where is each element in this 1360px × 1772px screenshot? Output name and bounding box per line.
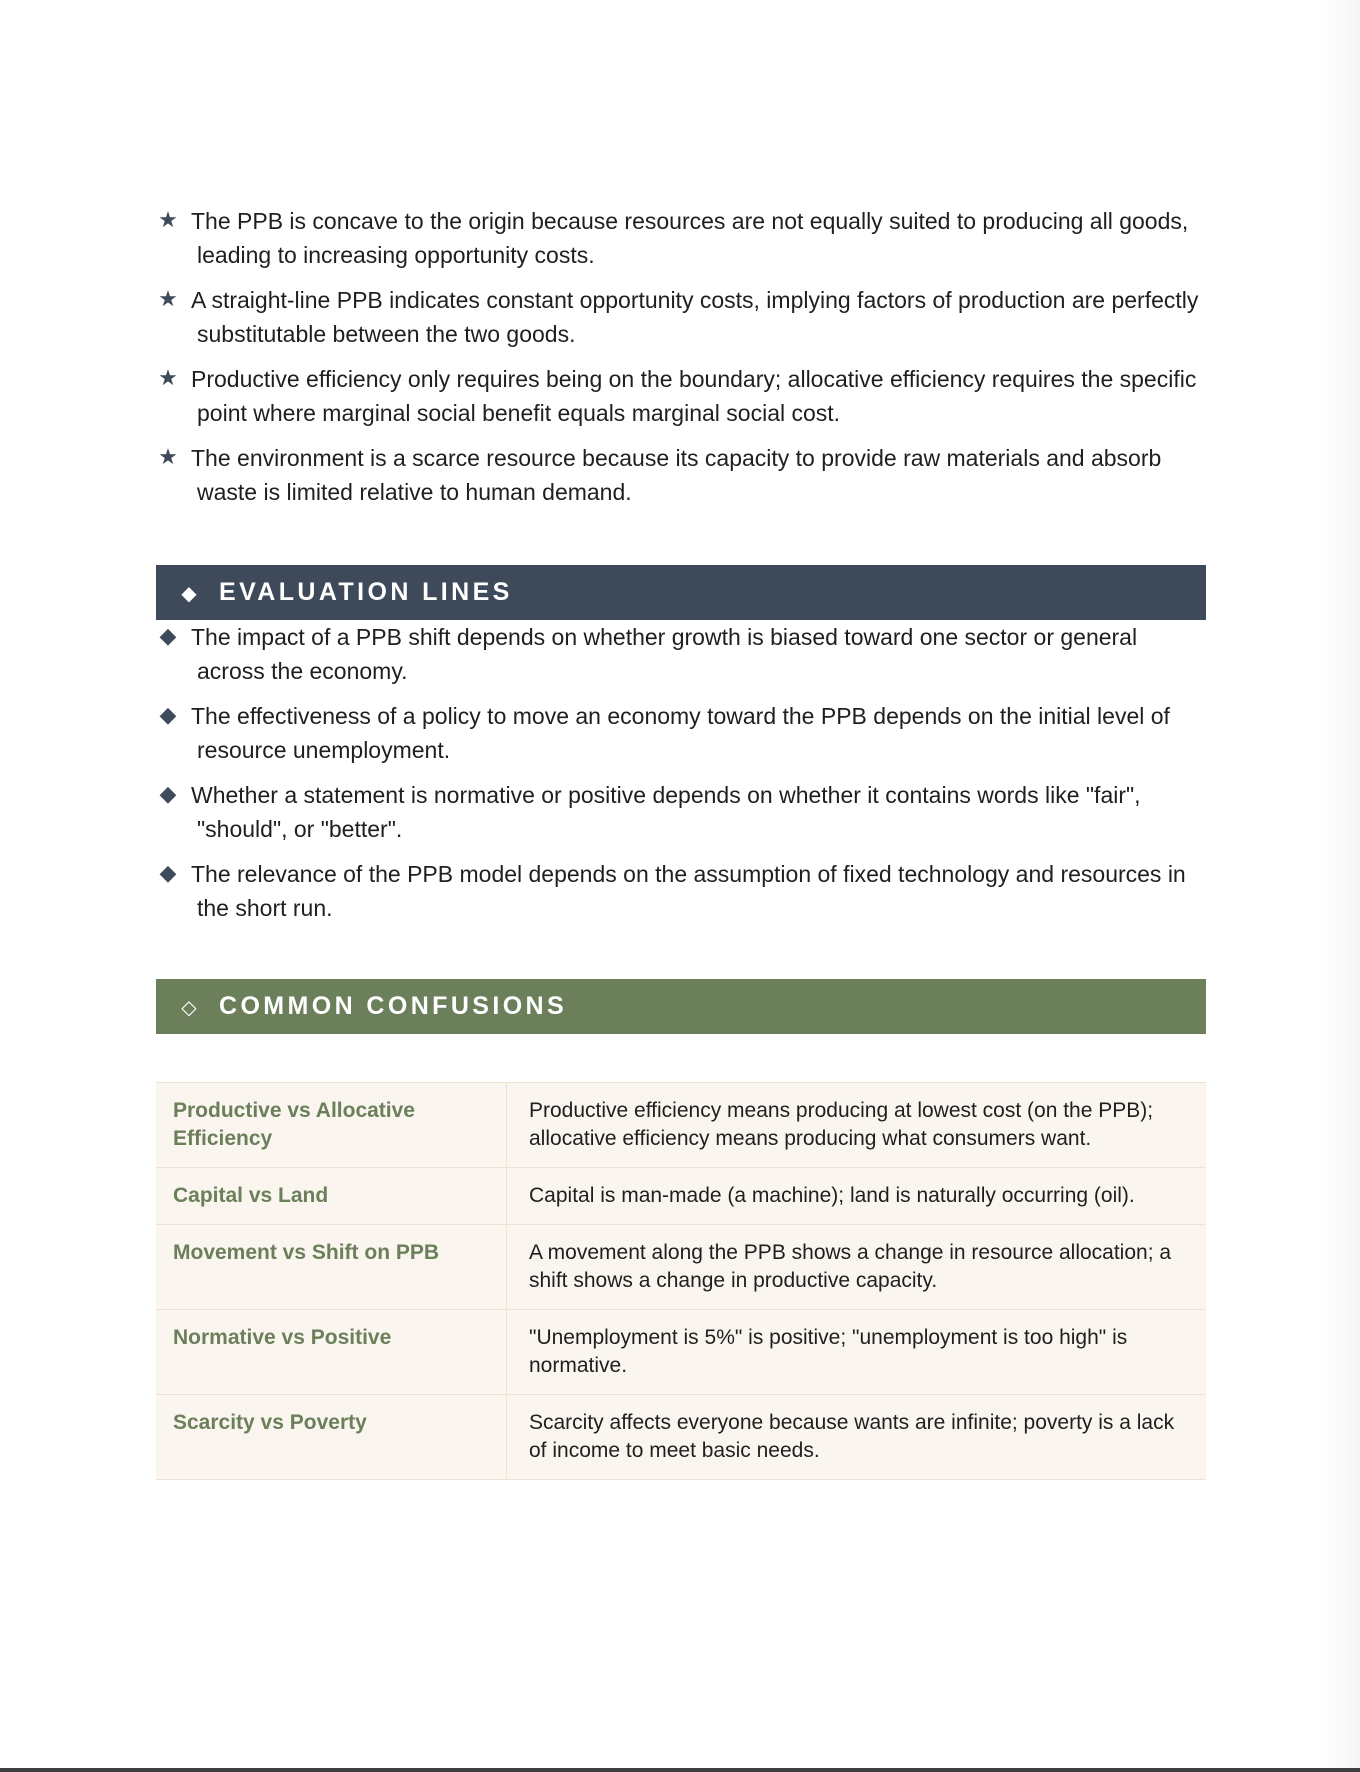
confusion-term: Movement vs Shift on PPB xyxy=(156,1225,507,1310)
evaluation-list xyxy=(156,620,1206,925)
section-title: EVALUATION LINES xyxy=(219,578,513,606)
list-item: ◆ Whether a statement is normative or positive depends on whether it contains words like "fair", "should", or "better". xyxy=(156,778,1206,846)
list-item: ★ The PPB is concave to the origin because resources are not equally suited to producing all goods, leading to increasing opportunity costs. xyxy=(156,204,1206,272)
key-points-list xyxy=(156,204,1206,509)
table-row xyxy=(156,1225,1206,1310)
evaluation-section-header xyxy=(156,565,1206,620)
confusion-definition: "Unemployment is 5%" is positive; "unemployment is too high" is normative. xyxy=(507,1310,1207,1395)
diamond-icon: ◆ xyxy=(159,624,177,649)
confusion-definition: A movement along the PPB shows a change in resource allocation; a shift shows a change in productive capacity. xyxy=(507,1225,1207,1310)
table-row xyxy=(156,1168,1206,1225)
star-icon: ★ xyxy=(158,366,178,391)
confusions-table xyxy=(156,1082,1206,1480)
star-icon: ★ xyxy=(158,287,178,312)
section-title: COMMON CONFUSIONS xyxy=(219,992,568,1020)
star-icon: ★ xyxy=(158,445,178,470)
list-item: ◆ The relevance of the PPB model depends on the assumption of fixed technology and resources in the short run. xyxy=(156,857,1206,925)
confusion-term: Scarcity vs Poverty xyxy=(156,1395,507,1480)
diamond-icon: ◆ xyxy=(159,782,177,807)
outline-diamond-icon: ◇ xyxy=(181,994,197,1019)
confusions-section-header xyxy=(156,979,1206,1034)
list-item: ★ Productive efficiency only requires being on the boundary; allocative efficiency requires the specific point where marginal social benefit equals marginal social cost. xyxy=(156,362,1206,430)
confusion-definition: Productive efficiency means producing at lowest cost (on the PPB); allocative efficiency means producing what consumers want. xyxy=(507,1083,1207,1168)
diamond-icon: ◆ xyxy=(159,703,177,728)
page-edge-shade xyxy=(1320,0,1360,1768)
page-bottom-rule xyxy=(0,1768,1360,1772)
filled-diamond-icon: ◆ xyxy=(181,580,197,605)
list-item: ★ A straight-line PPB indicates constant opportunity costs, implying factors of production are perfectly substitutable between the two goods. xyxy=(156,283,1206,351)
confusion-definition: Scarcity affects everyone because wants are infinite; poverty is a lack of income to meet basic needs. xyxy=(507,1395,1207,1480)
list-item: ◆ The impact of a PPB shift depends on whether growth is biased toward one sector or general across the economy. xyxy=(156,620,1206,688)
page-content xyxy=(156,204,1206,1480)
table-row xyxy=(156,1083,1206,1168)
confusion-term: Normative vs Positive xyxy=(156,1310,507,1395)
confusion-term: Productive vs Allocative Efficiency xyxy=(156,1083,507,1168)
list-item: ★ The environment is a scarce resource because its capacity to provide raw materials and absorb waste is limited relative to human demand. xyxy=(156,441,1206,509)
confusion-definition: Capital is man-made (a machine); land is naturally occurring (oil). xyxy=(507,1168,1207,1225)
table-row xyxy=(156,1395,1206,1480)
confusion-term: Capital vs Land xyxy=(156,1168,507,1225)
list-item: ◆ The effectiveness of a policy to move an economy toward the PPB depends on the initial level of resource unemployment. xyxy=(156,699,1206,767)
star-icon: ★ xyxy=(158,208,178,233)
diamond-icon: ◆ xyxy=(159,861,177,886)
table-row xyxy=(156,1310,1206,1395)
